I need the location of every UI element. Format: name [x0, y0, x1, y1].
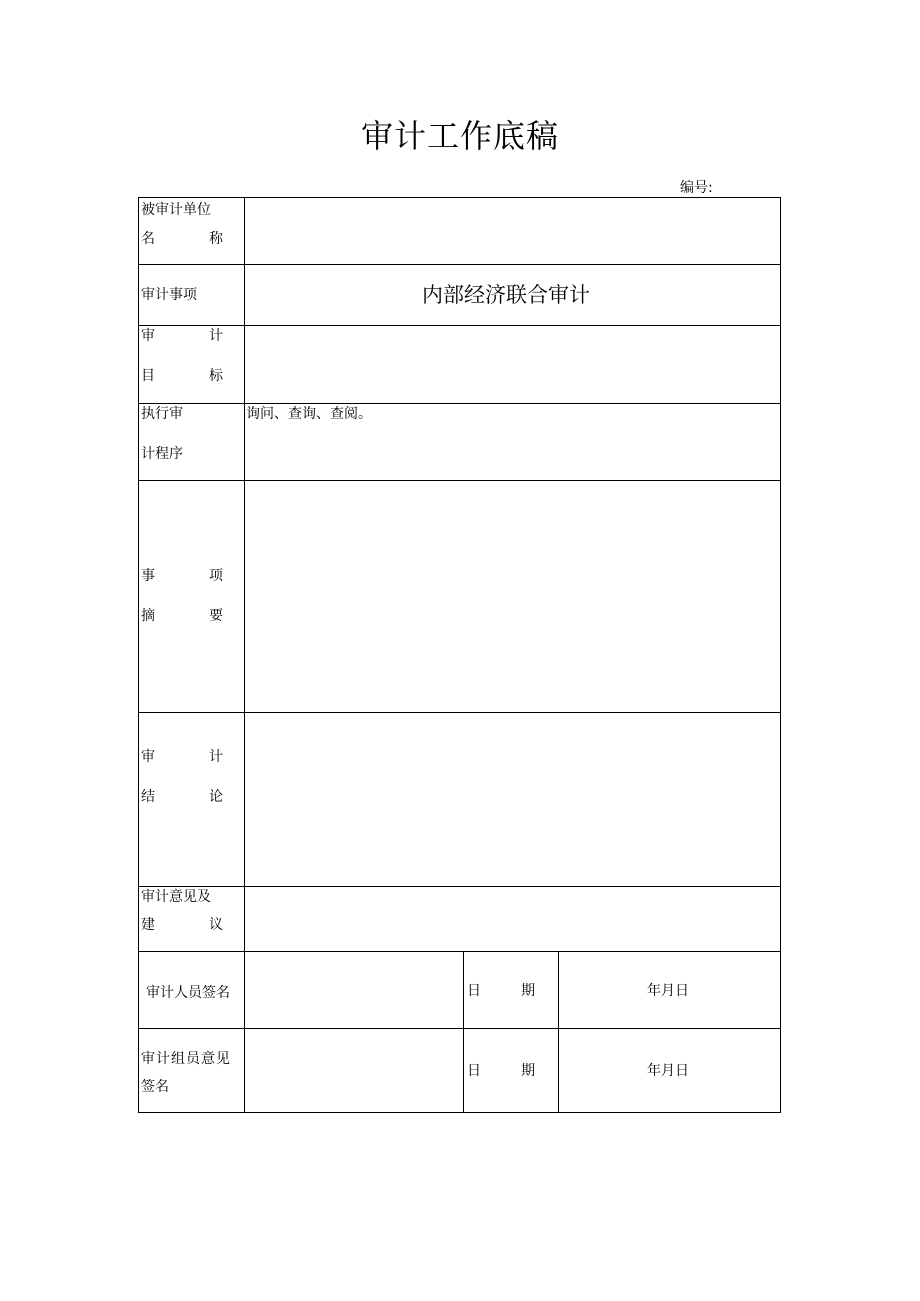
- opinion-label-line1: 审计意见及: [141, 889, 211, 905]
- auditor-date-label: [467, 981, 535, 1001]
- document-title: 审计工作底稿: [360, 117, 559, 155]
- summary-label-line1: [141, 566, 223, 586]
- audit-working-paper-table: [138, 197, 781, 1113]
- member-sign-label-line1: 审计组员意见: [141, 1051, 231, 1067]
- row-divider: [139, 1028, 780, 1029]
- summary-label-char: 事: [141, 568, 155, 584]
- summary-label-char: 要: [209, 608, 223, 624]
- member-date-value[interactable]: 年月日: [647, 1063, 689, 1079]
- goal-label-char: 标: [209, 368, 223, 384]
- goal-label-char: 审: [141, 328, 155, 344]
- procedure-label-line2: 计程序: [141, 446, 183, 462]
- conclusion-label-line1: [141, 747, 223, 767]
- conclusion-label-line2: [141, 787, 223, 807]
- member-date-label: [467, 1061, 535, 1081]
- unit-label-line2: [141, 229, 223, 249]
- matter-label: 审计事项: [141, 287, 197, 303]
- summary-label-char: 项: [209, 568, 223, 584]
- unit-label-char: 称: [209, 231, 223, 247]
- opinion-label-char: 建: [141, 917, 155, 933]
- date-label-char: 期: [521, 983, 535, 999]
- column-divider: [558, 951, 559, 1112]
- opinion-label-line2: [141, 915, 223, 935]
- auditor-sign-label: 审计人员签名: [146, 985, 230, 1001]
- goal-label-char: 计: [209, 328, 223, 344]
- row-divider: [139, 264, 780, 265]
- goal-label-char: 目: [141, 368, 155, 384]
- procedure-value[interactable]: 询问、查询、查阅。: [246, 406, 372, 422]
- member-sign-label-line2: 签名: [141, 1079, 169, 1095]
- conclusion-label-char: 论: [209, 789, 223, 805]
- matter-value[interactable]: 内部经济联合审计: [422, 283, 590, 307]
- row-divider: [139, 325, 780, 326]
- row-divider: [139, 886, 780, 887]
- unit-label-char: 名: [141, 231, 155, 247]
- row-divider: [139, 951, 780, 952]
- conclusion-label-char: 结: [141, 789, 155, 805]
- row-divider: [139, 480, 780, 481]
- date-label-char: 日: [467, 1063, 481, 1079]
- column-divider: [463, 951, 464, 1112]
- unit-label-line1: 被审计单位: [141, 202, 211, 218]
- summary-label-line2: [141, 606, 223, 626]
- summary-label-char: 摘: [141, 608, 155, 624]
- conclusion-label-char: 计: [209, 749, 223, 765]
- date-label-char: 期: [521, 1063, 535, 1079]
- auditor-date-value[interactable]: 年月日: [647, 983, 689, 999]
- date-label-char: 日: [467, 983, 481, 999]
- column-divider: [244, 198, 245, 1112]
- goal-label-line2: [141, 366, 223, 386]
- goal-label-line1: [141, 326, 223, 346]
- conclusion-label-char: 审: [141, 749, 155, 765]
- row-divider: [139, 712, 780, 713]
- procedure-label-line1: 执行审: [141, 406, 183, 422]
- serial-number-label: 编号:: [680, 180, 713, 196]
- opinion-label-char: 议: [209, 917, 223, 933]
- row-divider: [139, 403, 780, 404]
